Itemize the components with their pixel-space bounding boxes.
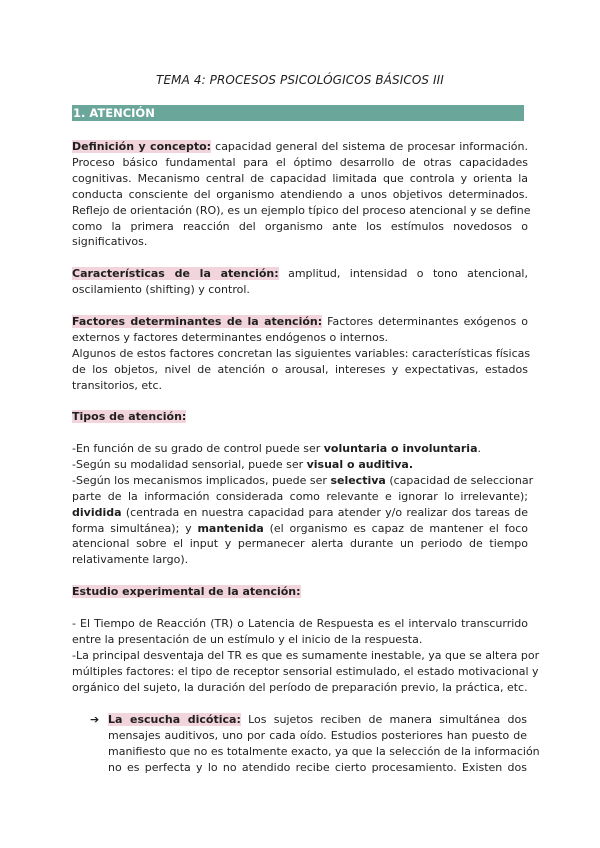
definition-paragraph: Definición y concepto: capacidad general del sistema de procesar información. Proceso básico fundamental para el óptimo desarrollo de otras capacidades cognitivas. Mecanismo central de capacidad limitada que controla y orienta la conducta consciente del organismo atendiendo a unos objetivos determinados. Reflejo de orientación (RO), es un ejemplo típico del proceso atencional y se define como la primera reacción del organismo ante los estímulos novedosos o significativos. [72, 140, 531, 249]
characteristics-paragraph: Características de la atención: amplitud, intensidad o tono atencional, oscilamiento (shifting) y control. [72, 267, 528, 296]
characteristics-label: Características de la atención: [72, 267, 279, 280]
dichotic-listening-label: La escucha dicótica: [108, 713, 241, 726]
document-title: TEMA 4: PROCESOS PSICOLÓGICOS BÁSICOS III [156, 73, 444, 87]
dichotic-listening-paragraph: La escucha dicótica: Los sujetos reciben de manera simultánea dos mensajes auditivos, uno por cada oído. Estudios posteriores han puesto de manifiesto que no es totalmente exacto, ya que la selección de la información no es perfecta y lo no atendido recibe cierto procesamiento. Existen dos [108, 713, 540, 774]
types-heading: Tipos de atención: [72, 410, 187, 423]
factors-label: Factores determinantes de la atención: [72, 315, 323, 328]
arrow-bullet-icon: ➔ [90, 713, 100, 726]
types-paragraph: -En función de su grado de control puede ser voluntaria o involuntaria. -Según su modalidad sensorial, puede ser visual o auditiva. -Según los mecanismos implicados, puede ser selectiva (capacidad de seleccionar parte de la información considerada como relevante e ignorar lo irrelevante); dividida (centrada en nuestra capacidad para atender y/o realizar dos tareas de forma simultánea); y mantenida (el organismo es capaz de mantener el foco atencional sobre el input y permanecer alerta durante un periodo de tiempo relativamente largo). [72, 442, 534, 567]
definition-label: Definición y concepto: [72, 140, 212, 153]
section-heading-bar [72, 105, 524, 121]
study-paragraph: - El Tiempo de Reacción (TR) o Latencia de Respuesta es el intervalo transcurrido entre la presentación de un estímulo y el inicio de la respuesta. -La principal desventaja del TR es que es sumamente inestable, ya que se altera por múltiples factores: el tipo de receptor sensorial estimulado, el estado motivacional y orgánico del sujeto, la duración del período de preparación previo, la práctica, etc. [72, 617, 540, 694]
section-heading: 1. ATENCIÓN [73, 106, 155, 120]
study-heading: Estudio experimental de la atención: [72, 585, 301, 598]
factors-paragraph: Factores determinantes de la atención: Factores determinantes exógenos o externos y factores determinantes endógenos o internos. Algunos de estos factores concretan las siguientes variables: características físicas de los objetos, nivel de atención o arousal, intereses y expectativas, estados transitorios, etc. [72, 315, 531, 392]
